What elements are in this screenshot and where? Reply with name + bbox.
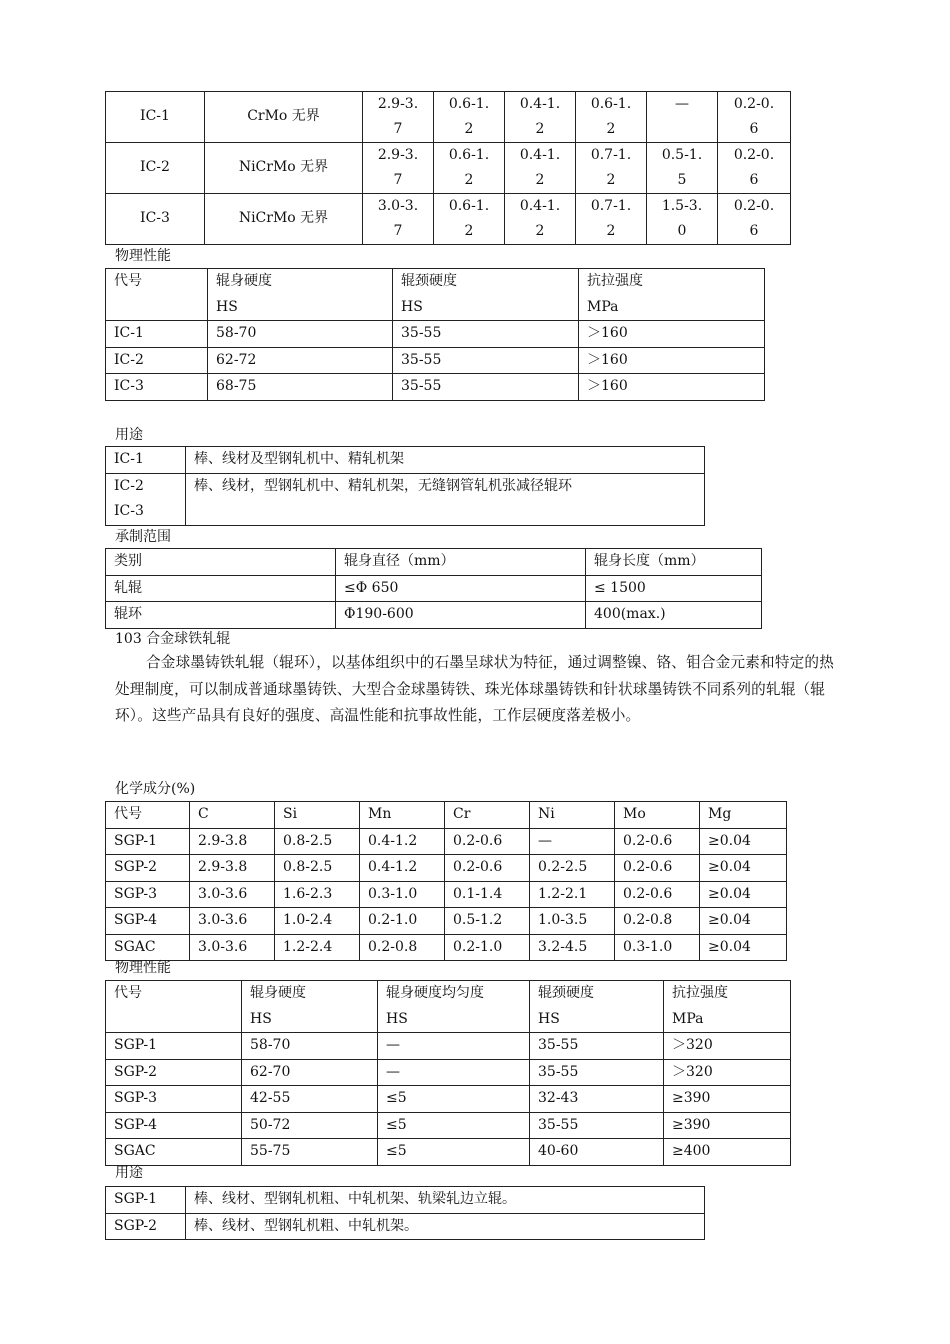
- code-cell: IC-1: [106, 92, 205, 143]
- value-cell: [718, 194, 791, 245]
- data-cell: SGAC: [106, 1139, 242, 1166]
- header-cell: Mg: [700, 802, 787, 829]
- table-row: [106, 575, 762, 602]
- header-cell: Ni: [530, 802, 615, 829]
- data-cell: IC-3: [106, 374, 208, 401]
- data-cell: SGP-4: [106, 1112, 242, 1139]
- data-cell: 1.2-2.1: [530, 881, 615, 908]
- table-row: [106, 92, 791, 143]
- header-cell: 辊身直径（mm）: [336, 549, 586, 576]
- value-cell-line-2: 7: [393, 223, 403, 239]
- data-cell: SGP-1: [106, 828, 190, 855]
- data-cell: —: [378, 1059, 530, 1086]
- header-cell: [378, 981, 530, 1033]
- data-cell: 50-72: [242, 1112, 378, 1139]
- data-cell: ＞320: [664, 1059, 791, 1086]
- header-cell-line-1: 代号: [114, 273, 142, 289]
- code-cell: IC-2: [106, 143, 205, 194]
- value-cell-line-2: 2: [535, 172, 545, 188]
- value-cell-line-1: 0.6-1.: [590, 96, 632, 112]
- data-cell: ≥0.04: [700, 828, 787, 855]
- data-cell: 0.1-1.4: [445, 881, 530, 908]
- data-cell: 1.0-3.5: [530, 908, 615, 935]
- value-cell-line-1: 2.9-3.: [377, 147, 419, 163]
- header-cell-line-1: 辊身硬度: [216, 273, 272, 289]
- header-cell: C: [190, 802, 275, 829]
- data-cell: 0.8-2.5: [275, 855, 360, 882]
- header-cell: 辊身长度（mm）: [586, 549, 762, 576]
- data-cell: 35-55: [530, 1059, 664, 1086]
- value-cell: [505, 92, 576, 143]
- data-cell: SGAC: [106, 934, 190, 961]
- value-cell-line-1: 0.2-0.: [733, 147, 775, 163]
- table-row: [106, 374, 765, 401]
- chem2-label: 化学成分(%): [115, 781, 196, 797]
- header-cell: [208, 269, 393, 321]
- header-cell-line-2: HS: [250, 1010, 272, 1027]
- data-cell: 1.2-2.4: [275, 934, 360, 961]
- data-cell: 0.2-0.6: [445, 828, 530, 855]
- header-cell-line-1: 辊颈硬度: [538, 985, 594, 1001]
- header-cell: 类别: [106, 549, 336, 576]
- value-cell-line-2: 2: [606, 223, 616, 239]
- phys1-label: 物理性能: [115, 248, 171, 264]
- range-table-body: [106, 549, 762, 629]
- data-cell: 62-72: [208, 347, 393, 374]
- data-cell: ≤5: [378, 1086, 530, 1113]
- chem-table-sgp-body: [106, 802, 787, 961]
- data-cell: ≤5: [378, 1139, 530, 1166]
- data-cell: ≥390: [664, 1112, 791, 1139]
- table-row: [106, 1187, 705, 1214]
- header-cell-line-2: HS: [386, 1010, 408, 1027]
- header-cell: [106, 269, 208, 321]
- data-cell: 0.2-0.6: [445, 855, 530, 882]
- data-cell: 35-55: [393, 321, 579, 348]
- value-cell: [647, 92, 718, 143]
- value-cell: [647, 143, 718, 194]
- data-cell: 0.2-1.0: [445, 934, 530, 961]
- header-cell-line-2: HS: [538, 1010, 560, 1027]
- value-cell: [505, 143, 576, 194]
- chem-table-ic: [105, 91, 791, 245]
- header-cell: Mn: [360, 802, 445, 829]
- data-cell: SGP-3: [106, 881, 190, 908]
- value-cell-line-2: 0: [677, 223, 687, 239]
- data-cell: ＞160: [579, 347, 765, 374]
- data-cell: 35-55: [530, 1033, 664, 1060]
- data-cell: 2.9-3.8: [190, 828, 275, 855]
- table-row: [106, 934, 787, 961]
- table-row: [106, 347, 765, 374]
- data-cell: 0.2-0.8: [615, 908, 700, 935]
- header-cell: Cr: [445, 802, 530, 829]
- table-row: [106, 602, 762, 629]
- value-cell: [434, 143, 505, 194]
- table-row: [106, 321, 765, 348]
- phys-table-ic: [105, 268, 765, 401]
- data-cell: ≥0.04: [700, 934, 787, 961]
- use-text-cell: 棒、线材、型钢轧机粗、中轧机架。: [186, 1213, 705, 1240]
- code-cell: SGP-2: [106, 1213, 186, 1240]
- value-cell-line-1: 0.6-1.: [448, 96, 490, 112]
- data-cell: 0.2-2.5: [530, 855, 615, 882]
- value-cell-line-2: 2: [464, 223, 474, 239]
- table-row: [106, 1139, 791, 1166]
- header-cell: [393, 269, 579, 321]
- header-cell: [664, 981, 791, 1033]
- data-cell: SGP-2: [106, 1059, 242, 1086]
- table-row: [106, 855, 787, 882]
- header-row: [106, 802, 787, 829]
- data-cell: 1.0-2.4: [275, 908, 360, 935]
- table-row: [106, 828, 787, 855]
- header-row: [106, 981, 791, 1033]
- header-cell-line-2: HS: [216, 298, 238, 315]
- data-cell: ≤Φ 650: [336, 575, 586, 602]
- data-cell: ＞160: [579, 374, 765, 401]
- data-cell: 3.0-3.6: [190, 934, 275, 961]
- value-cell: [718, 143, 791, 194]
- header-row: [106, 269, 765, 321]
- data-cell: 3.2-4.5: [530, 934, 615, 961]
- use2-label: 用途: [115, 1165, 143, 1181]
- table-row: [106, 194, 791, 245]
- value-cell: [434, 194, 505, 245]
- data-cell: 0.4-1.2: [360, 828, 445, 855]
- data-cell: 0.3-1.0: [615, 934, 700, 961]
- value-cell-line-1: 0.5-1.: [661, 147, 703, 163]
- data-cell: IC-1: [106, 321, 208, 348]
- use-table-ic-body: [106, 447, 705, 526]
- phys-table-sgp: [105, 980, 791, 1166]
- header-cell-line-2: MPa: [587, 298, 619, 315]
- value-cell-line-2: 2: [464, 121, 474, 137]
- value-cell-line-1: 0.4-1.: [519, 147, 561, 163]
- header-cell-line-1: 辊身硬度: [250, 985, 306, 1001]
- data-cell: 3.0-3.6: [190, 881, 275, 908]
- value-cell-line-2: 2: [606, 121, 616, 137]
- value-cell: [363, 194, 434, 245]
- value-cell-line-1: 0.7-1.: [590, 198, 632, 214]
- data-cell: SGP-1: [106, 1033, 242, 1060]
- data-cell: 400(max.): [586, 602, 762, 629]
- table-row: [106, 1059, 791, 1086]
- phys-table-ic-body: [106, 269, 765, 401]
- code-line: IC-2: [114, 477, 144, 494]
- value-cell-line-2: 7: [393, 121, 403, 137]
- value-cell-line-1: —: [675, 96, 689, 112]
- header-cell-line-1: 辊身硬度均匀度: [386, 985, 484, 1001]
- value-cell-line-1: 2.9-3.: [377, 96, 419, 112]
- table-row: [106, 1033, 791, 1060]
- data-cell: —: [530, 828, 615, 855]
- data-cell: 35-55: [393, 347, 579, 374]
- value-cell: [363, 143, 434, 194]
- data-cell: ≤ 1500: [586, 575, 762, 602]
- header-cell-line-2: HS: [401, 298, 423, 315]
- data-cell: 0.5-1.2: [445, 908, 530, 935]
- type-cell: NiCrMo 无界: [205, 143, 363, 194]
- value-cell: [718, 92, 791, 143]
- data-cell: 0.2-0.6: [615, 828, 700, 855]
- code-line: IC-1: [114, 451, 144, 467]
- data-cell: 58-70: [208, 321, 393, 348]
- use-text-cell: 棒、线材，型钢轧机中、精轧机架，无缝钢管轧机张减径辊环: [186, 473, 705, 525]
- data-cell: 0.4-1.2: [360, 855, 445, 882]
- data-cell: ＞160: [579, 321, 765, 348]
- data-cell: SGP-3: [106, 1086, 242, 1113]
- header-cell: Si: [275, 802, 360, 829]
- use1-label: 用途: [115, 427, 143, 443]
- header-cell: [530, 981, 664, 1033]
- data-cell: 40-60: [530, 1139, 664, 1166]
- data-cell: ≥0.04: [700, 881, 787, 908]
- table-row: [106, 447, 705, 474]
- use-text-cell: 棒、线材、型钢轧机粗、中轧机架、轨梁轧边立辊。: [186, 1187, 705, 1214]
- table-row: [106, 1213, 705, 1240]
- code-line: IC-3: [114, 503, 144, 519]
- data-cell: 1.6-2.3: [275, 881, 360, 908]
- data-cell: SGP-4: [106, 908, 190, 935]
- header-cell-line-1: 代号: [114, 985, 142, 1001]
- value-cell-line-2: 2: [606, 172, 616, 188]
- value-cell-line-2: 7: [393, 172, 403, 188]
- value-cell-line-2: 2: [535, 121, 545, 137]
- header-cell: [579, 269, 765, 321]
- value-cell-line-2: 2: [535, 223, 545, 239]
- data-cell: 3.0-3.6: [190, 908, 275, 935]
- data-cell: ＞320: [664, 1033, 791, 1060]
- data-cell: ≥0.04: [700, 855, 787, 882]
- header-cell-line-2: MPa: [672, 1010, 704, 1027]
- value-cell-line-1: 0.2-0.: [733, 96, 775, 112]
- value-cell-line-1: 0.6-1.: [448, 198, 490, 214]
- code-cell: [106, 473, 186, 525]
- header-cell: 代号: [106, 802, 190, 829]
- data-cell: 42-55: [242, 1086, 378, 1113]
- value-cell: [363, 92, 434, 143]
- data-cell: 0.2-0.6: [615, 855, 700, 882]
- code-cell: IC-3: [106, 194, 205, 245]
- value-cell-line-1: 0.4-1.: [519, 198, 561, 214]
- data-cell: 35-55: [530, 1112, 664, 1139]
- data-cell: ≥390: [664, 1086, 791, 1113]
- value-cell: [576, 143, 647, 194]
- data-cell: Φ190-600: [336, 602, 586, 629]
- phys-table-sgp-body: [106, 981, 791, 1166]
- table-row: [106, 1086, 791, 1113]
- header-cell: Mo: [615, 802, 700, 829]
- data-cell: ≥400: [664, 1139, 791, 1166]
- code-cell: SGP-1: [106, 1187, 186, 1214]
- data-cell: 0.2-1.0: [360, 908, 445, 935]
- value-cell-line-1: 1.5-3.: [661, 198, 703, 214]
- value-cell-line-2: 2: [464, 172, 474, 188]
- data-cell: SGP-2: [106, 855, 190, 882]
- table-row: [106, 908, 787, 935]
- chem-table-ic-body: [106, 92, 791, 245]
- data-cell: ≤5: [378, 1112, 530, 1139]
- section-title: 103 合金球铁轧辊: [115, 631, 231, 647]
- value-cell-line-1: 0.7-1.: [590, 147, 632, 163]
- data-cell: 2.9-3.8: [190, 855, 275, 882]
- data-cell: 55-75: [242, 1139, 378, 1166]
- data-cell: 0.2-0.8: [360, 934, 445, 961]
- data-cell: ≥0.04: [700, 908, 787, 935]
- value-cell-line-1: 0.6-1.: [448, 147, 490, 163]
- data-cell: IC-2: [106, 347, 208, 374]
- chem-table-sgp: [105, 801, 787, 961]
- phys2-label: 物理性能: [115, 960, 171, 976]
- data-cell: 35-55: [393, 374, 579, 401]
- data-cell: 0.2-0.6: [615, 881, 700, 908]
- use-table-sgp-body: [106, 1187, 705, 1240]
- data-cell: —: [378, 1033, 530, 1060]
- header-cell-line-1: 抗拉强度: [672, 985, 728, 1001]
- value-cell-line-2: 6: [749, 121, 759, 137]
- table-row: [106, 881, 787, 908]
- table-row: [106, 473, 705, 525]
- data-cell: 0.3-1.0: [360, 881, 445, 908]
- header-cell: [106, 981, 242, 1033]
- value-cell: [647, 194, 718, 245]
- range-label: 承制范围: [115, 529, 171, 545]
- data-cell: 68-75: [208, 374, 393, 401]
- value-cell-line-2: 6: [749, 172, 759, 188]
- data-cell: 32-43: [530, 1086, 664, 1113]
- table-row: [106, 143, 791, 194]
- value-cell: [505, 194, 576, 245]
- code-cell: [106, 447, 186, 474]
- value-cell: [576, 194, 647, 245]
- data-cell: 轧辊: [106, 575, 336, 602]
- data-cell: 0.8-2.5: [275, 828, 360, 855]
- header-cell: [242, 981, 378, 1033]
- type-cell: CrMo 无界: [205, 92, 363, 143]
- use-text-cell: 棒、线材及型钢轧机中、精轧机架: [186, 447, 705, 474]
- value-cell-line-1: 0.2-0.: [733, 198, 775, 214]
- header-cell-line-1: 辊颈硬度: [401, 273, 457, 289]
- type-cell: NiCrMo 无界: [205, 194, 363, 245]
- value-cell: [576, 92, 647, 143]
- value-cell-line-1: 0.4-1.: [519, 96, 561, 112]
- data-cell: 62-70: [242, 1059, 378, 1086]
- value-cell-line-1: 3.0-3.: [377, 198, 419, 214]
- data-cell: 辊环: [106, 602, 336, 629]
- data-cell: 58-70: [242, 1033, 378, 1060]
- table-row: [106, 1112, 791, 1139]
- header-cell-line-1: 抗拉强度: [587, 273, 643, 289]
- header-row: [106, 549, 762, 576]
- use-table-ic: [105, 446, 705, 526]
- range-table: [105, 548, 762, 629]
- value-cell-line-2: 6: [749, 223, 759, 239]
- paragraph-text: 合金球墨铸铁轧辊（辊环），以基体组织中的石墨呈球状为特征，通过调整镍、铬、钼合金元素和特定的热处理制度，可以制成普通球墨铸铁、大型合金球墨铸铁、珠光体球墨铸铁和针状球墨铸铁不同系列的轧辊（辊环）。这些产品具有良好的强度、高温性能和抗事故性能，工作层硬度落差极小。: [115, 654, 835, 724]
- value-cell-line-2: 5: [677, 172, 687, 188]
- section-paragraph: [115, 650, 841, 730]
- value-cell: [434, 92, 505, 143]
- use-table-sgp: [105, 1186, 705, 1240]
